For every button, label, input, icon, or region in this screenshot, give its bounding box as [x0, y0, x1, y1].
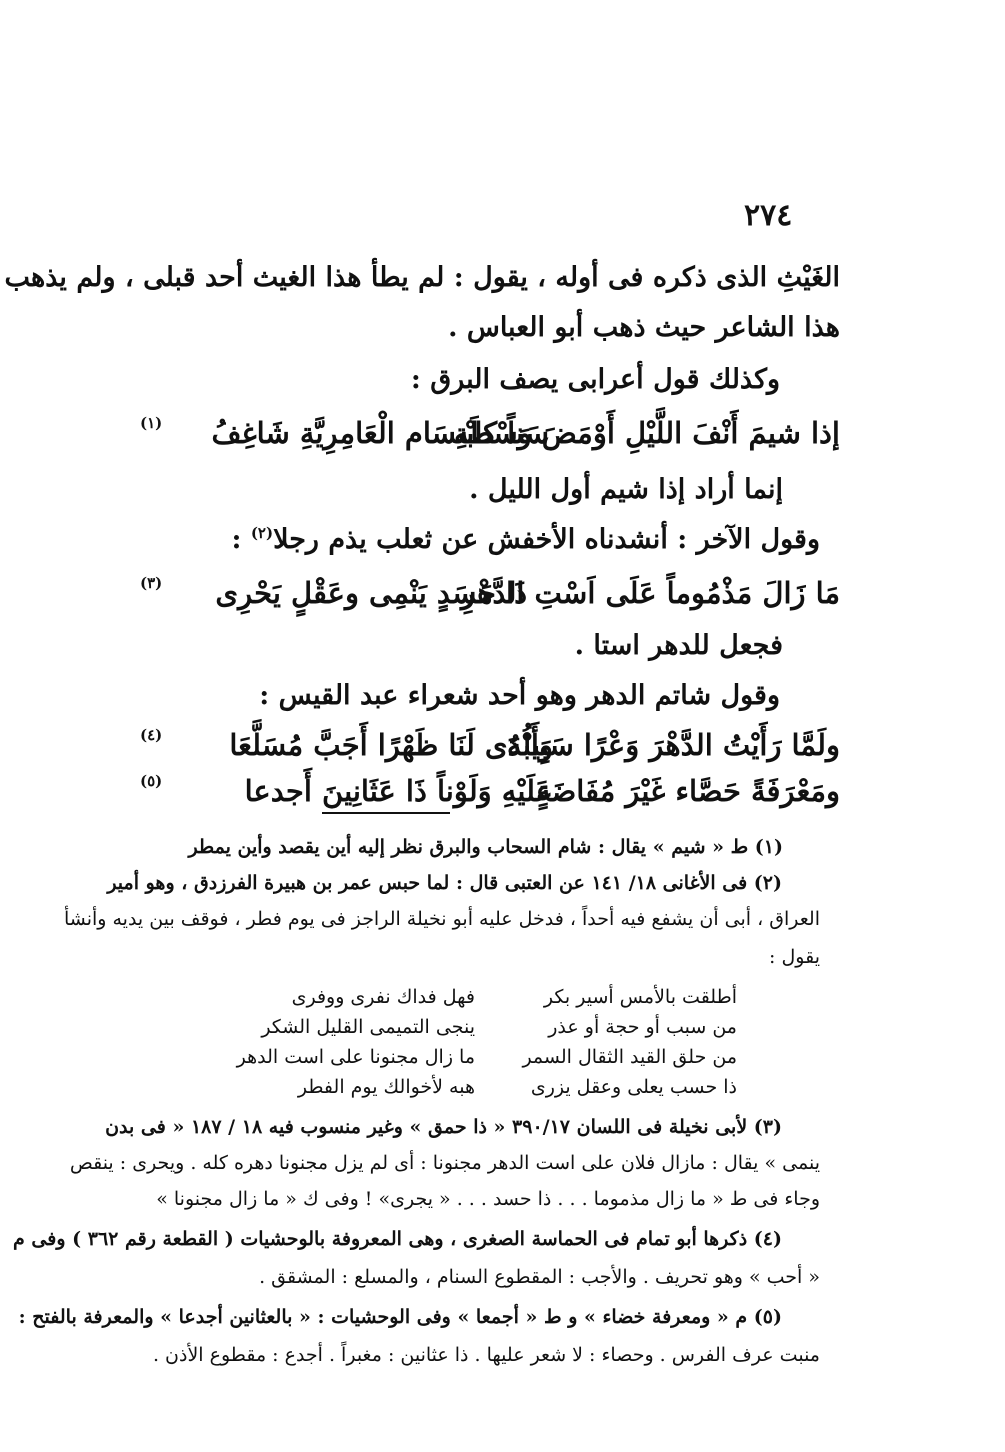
poem-row-2-first: من سبب أو حجة أو عذر: [548, 1016, 737, 1038]
footnote-marker-1: (١): [140, 414, 163, 432]
poem-row-3-second: ما زال مجنونا على است الدهر: [236, 1046, 475, 1068]
body-line-7: وقول شاتم الدهر وهو أحد شعراء عبد القيس :: [259, 680, 780, 711]
footnote-4-line-1: (٤) ذكرها أبو تمام فى الحماسة الصغرى ، وهى المعروفة بالوحشيات ( القطعة رقم ٣٦٢ ) وفى م: [13, 1228, 782, 1250]
body-line-4: إنما أراد إذا شيم أول الليل .: [469, 474, 783, 505]
page-number: ٢٧٤: [744, 198, 793, 233]
body-line-5-colon: :: [231, 524, 242, 555]
verse-1-first-hemistich: إذا شيمَ أَنْفَ اللَّيْلِ أَوْمَضَ وَسْطَه: [454, 416, 840, 450]
footnote-5-line-2: منبت عرف الفرس . وحصاء : لا شعر عليها . ذا عثانين : مغبراً . أجدع : مقطوع الأذن .: [152, 1344, 820, 1366]
body-line-5-text: وقول الآخر : أنشدناه الأخفش عن ثعلب يذم رجلا: [273, 524, 820, 555]
verse-4-second-hemistich: عَلَيْهِ وَلَوْناً ذَا عَثَانِينَ أَجدعا: [244, 774, 553, 808]
verse-2-first-hemistich: مَا زَالَ مَذْمُوماً عَلَى اَسْتِ الدَّهْرِ: [461, 576, 840, 610]
body-line-6: فجعل للدهر استا .: [574, 630, 783, 661]
footnote-5-line-1: (٥) م « ومعرفة خضاء » و ط « أجمعا » وفى الوحشيات : « بالعثانين أجدعا » والمعرفة بالفتح :: [18, 1306, 782, 1328]
footnote-4-line-2: « أحب » وهو تحريف . والأجب : المقطوع السنام ، والمسلع : المشقق .: [259, 1266, 820, 1288]
poem-row-2-second: ينجى التميمى القليل الشكر: [261, 1016, 475, 1038]
body-line-5: [231, 524, 820, 555]
poem-row-3-first: من حلق القيد الثقال السمر: [522, 1046, 737, 1068]
poem-row-1-second: فهل فداك نفرى ووفرى: [291, 986, 475, 1008]
verse-3-first-hemistich: ولَمَّا رَأَيْتُ الدَّهْرَ وَعْرًا سَبِيلُهُ: [506, 728, 840, 762]
footnote-3-line-3: وجاء فى ط « ما زال مذموما . . . ذا حسد . . . « يجرى» ! وفى ك « ما زال مجنونا »: [156, 1188, 820, 1210]
verse-2-second-hemistich: ذَا حَسَدٍ يَنْمِى وعَقْلٍ يَحْرِى: [215, 576, 527, 610]
footnote-marker-4: (٤): [140, 726, 163, 744]
footnote-2-line-2: العراق ، أبى أن يشفع فيه أحداً ، فدخل عليه أبو نخيلة الراجز فى يوم فطر ، فوقف بين يديه وأنشأ: [63, 908, 820, 930]
verse-1-second-hemistich: سَناً كابْتِسَام الْعَامِرِيَّةِ شَاغِفُ: [211, 416, 549, 450]
footnote-1: (١) ط « شيم » يقال : شام السحاب والبرق نظر إليه أين يقصد وأين يمطر: [188, 836, 783, 858]
footnote-2-line-3: يقول :: [769, 946, 820, 968]
footnote-marker-3: (٣): [140, 574, 163, 592]
poem-row-4-first: ذا حسب يعلى وعقل يزرى: [530, 1076, 737, 1098]
body-line-2: هذا الشاعر حيث ذهب أبو العباس .: [448, 312, 840, 343]
poem-row-4-second: هبه لأخوالك يوم الفطر: [297, 1076, 475, 1098]
footnote-3-line-2: ينمى » يقال : مازال فلان على است الدهر مجنونا : أى لم يزل مجنونا دهره كله . ويحرى : ينقص: [69, 1152, 820, 1174]
body-line-1: الغَيْثِ الذى ذكره فى أوله ، يقول : لم يطأ هذا الغيث أحد قبلى ، ولم يذهب: [4, 262, 840, 293]
footnote-2-line-1: (٢) فى الأغانى ١٨/ ١٤١ عن العتبى قال : لما حبس عمر بن هبيرة الفرزدق ، وهو أمير: [107, 872, 782, 894]
poem-row-1-first: أطلقت بالأمس أسير بكر: [543, 986, 737, 1008]
verse-4-first-hemistich: ومَعْرَفَةً حَصَّاء غَيْرَ مُفَاضَةٍ: [536, 774, 840, 808]
body-line-3: وكذلك قول أعرابى يصف البرق :: [410, 364, 780, 395]
footnote-marker-5: (٥): [140, 772, 163, 790]
footnote-3-line-1: (٣) لأبى نخيلة فى اللسان ٣٩٠/١٧ « ذا حمق » وغير منسوب فيه ١٨ / ١٨٧ « فى بدن: [105, 1116, 782, 1138]
underline-rule: [322, 812, 450, 814]
footnote-marker-2: (٢): [250, 524, 274, 542]
verse-3-second-hemistich: وَأَبْدَى لَنَا ظَهْرًا أَجَبَّ مُسَلَّعَا: [229, 728, 553, 762]
